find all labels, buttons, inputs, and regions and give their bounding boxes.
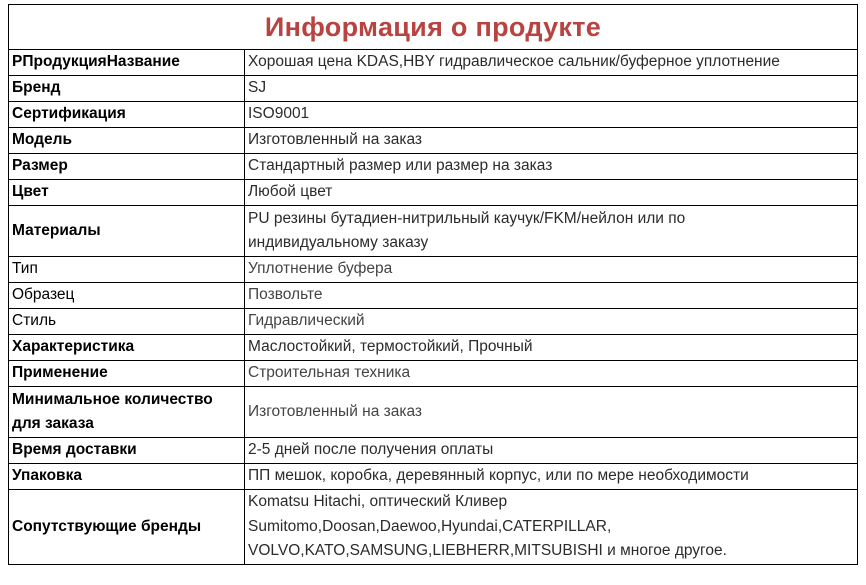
row-value: Любой цвет	[245, 180, 858, 206]
table-title-row	[9, 5, 858, 50]
row-label: Упаковка	[9, 464, 245, 490]
row-value-line: Sumitomo,Doosan,Daewoo,Hyundai,CATERPILLAR,	[248, 517, 612, 535]
row-value: Хорошая цена KDAS,HBY гидравлическое сальник/буферное уплотнение	[245, 50, 858, 76]
row-value: Позвольте	[245, 283, 858, 309]
table-row	[9, 128, 858, 154]
table-row	[9, 257, 858, 283]
row-value-line: VOLVO,KATO,SAMSUNG,LIEBHERR,MITSUBISHI и многое другое.	[248, 542, 727, 560]
product-info-table	[8, 4, 858, 565]
row-label: Применение	[9, 361, 245, 387]
row-label: Стиль	[9, 309, 245, 335]
table-title-cell	[9, 5, 858, 50]
table-row	[9, 283, 858, 309]
table-row	[9, 154, 858, 180]
table-row	[9, 309, 858, 335]
row-label: Бренд	[9, 76, 245, 102]
table-row	[9, 206, 858, 257]
row-value: Строительная техника	[245, 361, 858, 387]
row-label-line: для заказа	[12, 415, 94, 432]
row-label: Время доставки	[9, 438, 245, 464]
row-label: Материалы	[9, 206, 245, 257]
row-value: Изготовленный на заказ	[245, 128, 858, 154]
table-row	[9, 76, 858, 102]
row-value: Изготовленный на заказ	[245, 387, 858, 438]
table-row	[9, 102, 858, 128]
row-value	[245, 206, 858, 257]
row-label: Модель	[9, 128, 245, 154]
table-row	[9, 361, 858, 387]
row-value: Стандартный размер или размер на заказ	[245, 154, 858, 180]
row-value: Уплотнение буфера	[245, 257, 858, 283]
row-label: РПродукцияНазвание	[9, 50, 245, 76]
row-label: Характеристика	[9, 335, 245, 361]
row-label	[9, 387, 245, 438]
row-value: SJ	[245, 76, 858, 102]
row-label: Размер	[9, 154, 245, 180]
row-label: Сопутствующие бренды	[9, 490, 245, 565]
table-row	[9, 50, 858, 76]
row-value: Гидравлический	[245, 309, 858, 335]
row-value: 2-5 дней после получения оплаты	[245, 438, 858, 464]
table-title: Информация о продукте	[264, 12, 602, 42]
row-value-line: индивидуальному заказу	[248, 234, 429, 251]
table-row	[9, 438, 858, 464]
table-row	[9, 180, 858, 206]
row-label: Тип	[9, 257, 245, 283]
product-info-table-container	[8, 4, 857, 565]
row-label: Образец	[9, 283, 245, 309]
table-row	[9, 490, 858, 565]
table-row	[9, 335, 858, 361]
row-value	[245, 490, 858, 565]
row-label-line: Минимальное количество	[12, 390, 213, 408]
row-value: ISO9001	[245, 102, 858, 128]
row-value: Маслостойкий, термостойкий, Прочный	[245, 335, 858, 361]
row-label: Цвет	[9, 180, 245, 206]
table-row	[9, 464, 858, 490]
row-value-line: PU резины бутадиен-нитрильный каучук/FKM/нейлон или по	[248, 209, 686, 227]
row-value-line: Komatsu Hitachi, оптический Кливер	[248, 493, 508, 511]
row-value: ПП мешок, коробка, деревянный корпус, или по мере необходимости	[245, 464, 858, 490]
table-row	[9, 387, 858, 438]
row-label: Сертификация	[9, 102, 245, 128]
